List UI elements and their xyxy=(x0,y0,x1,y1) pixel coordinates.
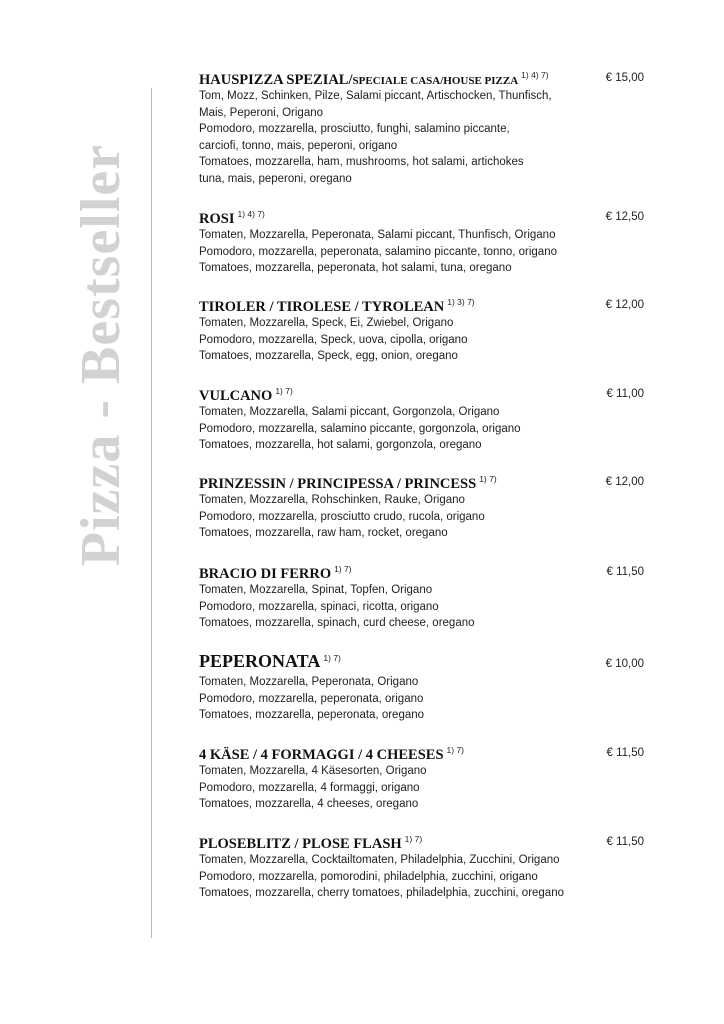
menu-item-tiroler xyxy=(199,295,654,365)
ingredient-line: tuna, mais, peperoni, oregano xyxy=(199,172,352,185)
ingredient-line: Pomodoro, mozzarella, pomorodini, philadelphia, zucchini, origano xyxy=(199,870,538,883)
allergen-codes: 1) 3) 7) xyxy=(447,297,475,307)
menu-item-hauspizza xyxy=(199,68,654,187)
ingredient-line: Tomaten, Mozzarella, Spinat, Topfen, Origano xyxy=(199,584,433,596)
ingredient-line: Tomatoes, mozzarella, peperonata, hot salami, tuna, oregano xyxy=(199,262,512,274)
ingredient-line: Pomodoro, mozzarella, peperonata, origano xyxy=(199,692,424,705)
ingredient-line: Tomaten, Mozzarella, Cocktailtomaten, Philadelphia, Zucchini, Origano xyxy=(199,854,560,866)
allergen-codes: 1) 7) xyxy=(446,745,465,755)
ingredient-line: Tomaten, Mozzarella, Speck, Ei, Zwiebel, Origano xyxy=(199,317,454,329)
ingredient-line: Pomodoro, mozzarella, prosciutto, funghi, salamino piccante, xyxy=(199,123,510,135)
item-price: € 12,00 xyxy=(605,476,644,488)
ingredient-line: Pomodoro, mozzarella, 4 formaggi, origano xyxy=(199,781,420,794)
item-name: PEPERONATA $^{1) 7)}$ xyxy=(199,651,341,671)
allergen-codes: 1) 7) xyxy=(404,834,423,844)
item-name: VULCANO $^{1) 7)}$ xyxy=(199,386,293,404)
menu-item-peperonata xyxy=(199,651,654,724)
item-price: € 12,50 xyxy=(605,211,644,223)
ingredient-line: Tomaten, Mozzarella, Rohschinken, Rauke, Origano xyxy=(199,494,465,506)
item-price: € 11,50 xyxy=(606,566,644,578)
ingredient-line: Pomodoro, mozzarella, peperonata, salamino piccante, tonno, origano xyxy=(199,245,557,258)
item-name: PRINZESSIN / PRINCIPESSA / PRINCESS $^{1) 7)}$ xyxy=(199,474,497,492)
ingredient-line: Tom, Mozz, Schinken, Pilze, Salami piccant, Artischocken, Thunfisch, xyxy=(199,90,552,102)
item-price: € 11,50 xyxy=(606,836,644,848)
ingredient-line: Pomodoro, mozzarella, spinaci, ricotta, origano xyxy=(199,600,439,613)
item-price: € 12,00 xyxy=(605,299,644,311)
menu-item-4-kaese xyxy=(199,743,654,813)
ingredient-line: Mais, Peperoni, Origano xyxy=(199,106,324,119)
ingredient-line: Tomaten, Mozzarella, Salami piccant, Gorgonzola, Origano xyxy=(199,406,500,418)
item-price: € 10,00 xyxy=(605,658,644,670)
ingredient-line: carciofi, tonno, mais, peperoni, origano xyxy=(199,139,398,152)
item-name: TIROLER / TIROLESE / TYROLEAN $^{1) 3) 7)}$ xyxy=(199,297,475,315)
menu-item-ploseblitz xyxy=(199,832,654,902)
ingredient-line: Tomatoes, mozzarella, spinach, curd cheese, oregano xyxy=(199,617,475,629)
ingredient-line: Tomaten, Mozzarella, Peperonata, Salami piccant, Thunfisch, Origano xyxy=(199,229,556,241)
ingredient-line: Tomaten, Mozzarella, 4 Käsesorten, Origano xyxy=(199,765,427,777)
allergen-codes: 1) 7) xyxy=(323,653,341,663)
ingredient-line: Tomatoes, mozzarella, ham, mushrooms, hot salami, artichokes xyxy=(199,156,524,168)
ingredient-line: Tomatoes, mozzarella, raw ham, rocket, oregano xyxy=(199,527,448,539)
allergen-codes: 1) 7) xyxy=(334,564,352,574)
allergen-codes: 1) 4) 7) xyxy=(521,70,549,80)
ingredient-line: Tomatoes, mozzarella, Speck, egg, onion, oregano xyxy=(199,350,458,362)
ingredient-line: Tomaten, Mozzarella, Peperonata, Origano xyxy=(199,676,419,688)
ingredient-line: Tomatoes, mozzarella, hot salami, gorgonzola, oregano xyxy=(199,439,482,451)
ingredient-line: Tomatoes, mozzarella, cherry tomatoes, philadelphia, zucchini, oregano xyxy=(199,887,564,899)
menu-item-vulcano xyxy=(199,384,654,454)
ingredient-line: Pomodoro, mozzarella, salamino piccante, gorgonzola, origano xyxy=(199,422,521,435)
item-name: BRACIO DI FERRO $^{1) 7)}$ xyxy=(199,564,352,582)
item-price: € 15,00 xyxy=(605,72,644,84)
item-name: HAUSPIZZA SPEZIAL/SPECIALE CASA/HOUSE PIZZA $^{1) 4) 7)}$ xyxy=(199,70,549,88)
menu-item-prinzessin xyxy=(199,472,654,542)
allergen-codes: 1) 7) xyxy=(275,386,293,396)
item-price: € 11,00 xyxy=(606,388,644,400)
ingredient-line: Pomodoro, mozzarella, prosciutto crudo, rucola, origano xyxy=(199,510,485,523)
divider-line xyxy=(151,88,152,938)
allergen-codes: 1) 7) xyxy=(479,474,497,484)
item-name: 4 KÄSE / 4 FORMAGGI / 4 CHEESES $^{1) 7)}$ xyxy=(199,745,465,763)
ingredient-line: Tomatoes, mozzarella, peperonata, oregano xyxy=(199,709,425,721)
menu-item-rosi xyxy=(199,207,654,277)
allergen-codes: 1) 4) 7) xyxy=(237,209,265,219)
menu-item-bracio-di-ferro xyxy=(199,562,654,632)
ingredient-line: Tomatoes, mozzarella, 4 cheeses, oregano xyxy=(199,798,419,810)
ingredient-line: Pomodoro, mozzarella, Speck, uova, cipolla, origano xyxy=(199,333,468,346)
section-title-vertical: Pizza - Bestseller xyxy=(70,143,132,567)
item-name: PLOSEBLITZ / PLOSE FLASH $^{1) 7)}$ xyxy=(199,834,423,852)
item-name: ROSI $^{1) 4) 7)}$ xyxy=(199,209,265,227)
item-price: € 11,50 xyxy=(606,747,644,759)
